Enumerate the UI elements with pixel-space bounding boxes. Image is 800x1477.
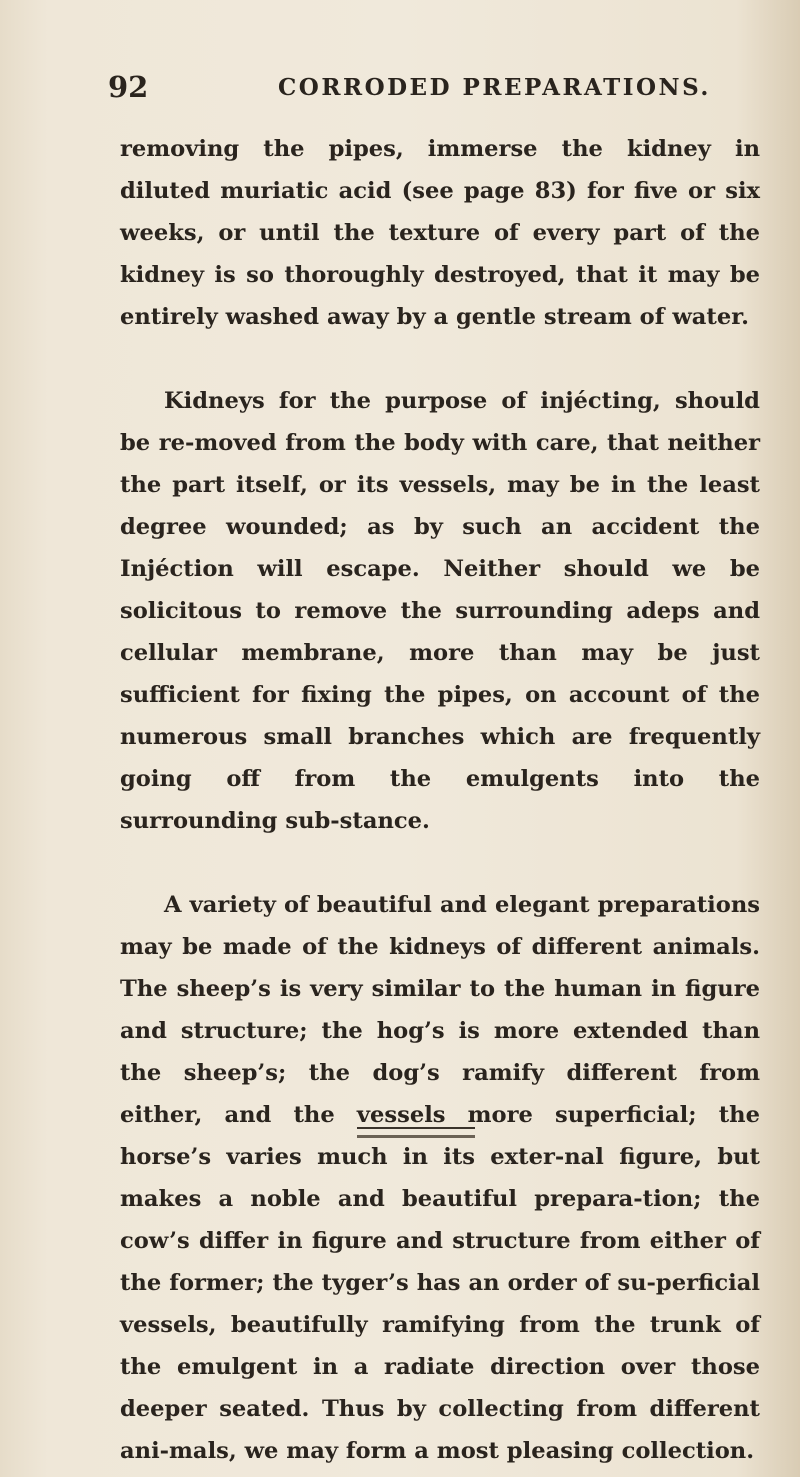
section-rule <box>357 1127 475 1138</box>
page-number: 92 <box>108 70 149 104</box>
running-head: CORRODED PREPARATIONS. <box>278 74 711 101</box>
paragraph-3: A variety of beautiful and elegant preparations may be made of the kidneys of different animals. The sheep’s is very similar to the human in figure and structure; the hog’s is more extended than the sheep’s; the dog’s ramify different from either, and the vessels more superficial; the horse’s varies much in its exter-nal figure, but makes a noble and beautiful prepara-tion; the cow’s differ in figure and structure from either of the former; the tyger’s has an order of su-perficial vessels, beautifully ramifying from the trunk of the emulgent in a radiate direction over those deeper seated. Thus by collecting from different ani-mals, we may form a most pleasing collection. <box>120 892 760 1464</box>
paragraph-1: removing the pipes, immerse the kidney in diluted muriatic acid (see page 83) for five or six weeks, or until the texture of every part of the kidney is so thoroughly destroyed, that it may be entirely washed away by a gentle stream of water. <box>120 136 760 330</box>
paragraph-2: Kidneys for the purpose of injécting, should be re-moved from the body with care, that neither the part itself, or its vessels, may be in the least degree wounded; as by such an accident the Injéction will escape. Neither should we be solicitous to remove the surrounding adeps and cellular membrane, more than may be just sufficient for fixing the pipes, on account of the numerous small branches which are frequently going off from the emulgents into the surrounding sub-stance. <box>120 388 760 834</box>
page-header <box>108 70 748 110</box>
body-text <box>120 128 760 1472</box>
